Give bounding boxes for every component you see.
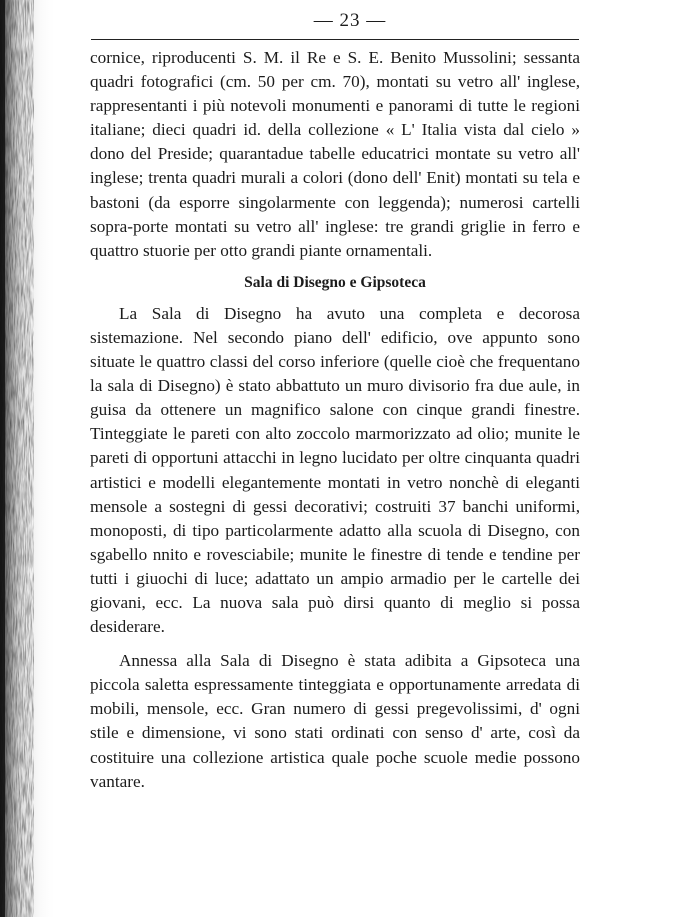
- page-number: — 23 —: [313, 10, 387, 31]
- header-rule: [91, 39, 579, 40]
- scan-edge-shadow: [0, 0, 58, 917]
- paragraph-intro: cornice, riproducenti S. M. il Re e S. E. Benito Mussolini; sessanta quadri fotografici (cm. 50 per cm. 70), montati su vetro all' inglese, rappresentanti i più notevoli monumenti e panorami di tutte le regioni italiane; dieci quadri id. della collezione « L' Italia vista dal cielo » dono del Preside; quarantadue tabelle educatrici montate su vetro all' inglese; trenta quadri murali a colori (dono dell' Enit) montati su tela e bastoni (da esporre singolarmente con leggenda); numerosi cartelli sopra-porte montati su vetro all' inglese: tre grandi griglie in ferro e quattro stuorie per otto grandi piante ornamentali.: [90, 48, 580, 260]
- paragraph-gipsoteca: Annessa alla Sala di Disegno è stata adibita a Gipsoteca una piccola saletta espressamente tinteggiata e opportunamente arredata di mobili, mensole, ecc. Gran numero di gessi pregevolissimi, d' ogni stile e dimensione, vi sono stati ordinati con senso d' arte, così da costituire una collezione artistica quale poche scuole medie possono vantare.: [90, 651, 580, 791]
- section-heading: Sala di Disegno e Gipsoteca: [244, 273, 426, 291]
- paragraph-sala-di-disegno: La Sala di Disegno ha avuto una completa e decorosa sistemazione. Nel secondo piano dell' edificio, ove appunto sono situate le quattro classi del corso inferiore (quelle cioè che frequentano la sala di Disegno) è stato abbattuto un muro divisorio fra due aule, in guisa da ottenere un magnifico salone con cinque grandi finestre. Tinteggiate le pareti con alto zoccolo marmorizzato ad olio; munite le pareti di opportuni attacchi in legno lucidato per oltre cinquanta quadri artistici e modelli elegantemente montati in vetro nonchè di eleganti mensole a sostegni di gessi decorativi; costruiti 37 banchi uniformi, monoposti, di tipo particolarmente adatto alla scuola di Disegno, con sgabello nnito e rovesciabile; munite le finestre di tende e tendine per tutti i giuochi di luce; adattato un ampio armadio per le cartelle dei giovani, ecc. La nuova sala può dirsi quanto di meglio si possa desiderare.: [90, 303, 580, 637]
- paragraph-gap: [90, 639, 580, 649]
- page-body: [90, 46, 580, 794]
